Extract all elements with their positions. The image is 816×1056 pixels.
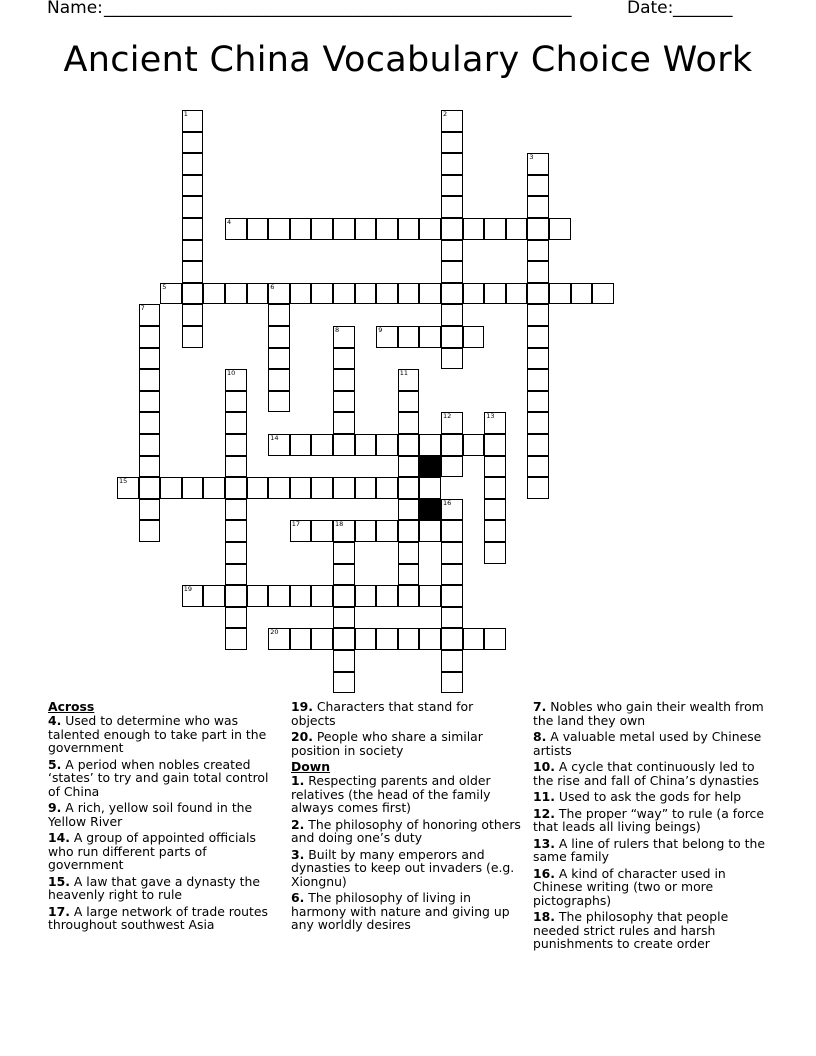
clue-item (48, 801, 280, 828)
clue-text: The philosophy of living in harmony with nature and giving up any worldly desires (291, 890, 510, 932)
name-input-line[interactable]: _______________________________________________________ (104, 0, 572, 18)
crossword-cell[interactable] (225, 283, 247, 305)
clue-item (291, 774, 521, 815)
clue-item (533, 760, 769, 787)
crossword-cell[interactable] (355, 218, 377, 240)
crossword-cell[interactable] (441, 564, 463, 586)
clue-item (48, 758, 280, 799)
cell-number: 4 (227, 218, 232, 226)
crossword-cell[interactable] (268, 628, 290, 650)
crossword-cell[interactable] (527, 261, 549, 283)
crossword-cell[interactable] (247, 477, 269, 499)
crossword-cell[interactable] (268, 369, 290, 391)
crossword-cell[interactable] (441, 348, 463, 370)
clue-item (533, 910, 769, 951)
crossword-cell[interactable] (203, 283, 225, 305)
crossword-cell[interactable] (355, 628, 377, 650)
crossword-cell[interactable] (398, 520, 420, 542)
crossword-cell[interactable] (419, 326, 441, 348)
clue-text: People who share a similar position in society (291, 729, 483, 758)
crossword-cell[interactable] (139, 391, 161, 413)
crossword-cell[interactable] (225, 456, 247, 478)
crossword-cell[interactable] (484, 434, 506, 456)
clue-item (48, 875, 280, 902)
cell-number: 12 (443, 412, 452, 421)
crossword-cell[interactable] (117, 477, 139, 499)
crossword-cell[interactable] (333, 650, 355, 672)
clue-text: Characters that stand for objects (291, 699, 474, 728)
cell-number: 5 (162, 282, 167, 291)
crossword-cell[interactable] (398, 456, 420, 478)
crossword-cell[interactable] (182, 196, 204, 218)
crossword-cell[interactable] (225, 520, 247, 542)
crossword-cell[interactable] (527, 369, 549, 391)
crossword-cell[interactable] (527, 153, 549, 175)
clue-item (533, 867, 769, 908)
cell-number: 17 (291, 520, 301, 529)
crossword-cell[interactable] (182, 175, 204, 197)
across-heading: Across (48, 699, 95, 714)
crossword-cell[interactable] (441, 240, 463, 262)
clue-number: 12. (533, 805, 555, 821)
crossword-cell[interactable] (333, 585, 355, 607)
blocked-cell (419, 456, 441, 478)
cell-number: 20 (270, 628, 279, 637)
crossword-cell[interactable] (290, 628, 312, 650)
crossword-cell[interactable] (268, 304, 290, 326)
clue-text: A cycle that continuously led to the rise and fall of China’s dynasties (533, 759, 759, 788)
crossword-cell[interactable] (441, 434, 463, 456)
crossword-cell[interactable] (182, 304, 204, 326)
name-label: Name: (47, 0, 103, 18)
crossword-cell[interactable] (571, 283, 593, 305)
crossword-cell[interactable] (441, 650, 463, 672)
crossword-cell[interactable] (333, 391, 355, 413)
crossword-cell[interactable] (376, 585, 398, 607)
crossword-cell[interactable] (225, 607, 247, 629)
crossword-cell[interactable] (268, 585, 290, 607)
crossword-cell[interactable] (463, 218, 485, 240)
crossword-cell[interactable] (419, 585, 441, 607)
crossword-cell[interactable] (376, 283, 398, 305)
crossword-cell[interactable] (376, 326, 398, 348)
clue-number: 15. (48, 873, 70, 889)
crossword-cell[interactable] (311, 477, 333, 499)
clues-column-3 (533, 700, 769, 954)
crossword-cell[interactable] (398, 564, 420, 586)
crossword-cell[interactable] (355, 477, 377, 499)
crossword-cell[interactable] (463, 628, 485, 650)
crossword-cell[interactable] (333, 283, 355, 305)
crossword-cell[interactable] (527, 218, 549, 240)
cell-number: 2 (443, 110, 448, 118)
crossword-cell[interactable] (333, 348, 355, 370)
down-heading: Down (291, 759, 331, 774)
crossword-cell[interactable] (484, 499, 506, 521)
crossword-cell[interactable] (398, 628, 420, 650)
crossword-cell[interactable] (333, 628, 355, 650)
clue-number: 10. (533, 759, 555, 774)
crossword-cell[interactable] (311, 434, 333, 456)
crossword-cell[interactable] (333, 218, 355, 240)
clue-item (291, 848, 521, 889)
clue-text: Used to determine who was talented enough to take part in the government (48, 713, 267, 755)
crossword-cell[interactable] (527, 434, 549, 456)
crossword-cell[interactable] (484, 456, 506, 478)
crossword-cell[interactable] (419, 520, 441, 542)
crossword-cell[interactable] (527, 304, 549, 326)
crossword-cell[interactable] (333, 326, 355, 348)
crossword-cell[interactable] (247, 218, 269, 240)
crossword-cell[interactable] (527, 456, 549, 478)
clue-number: 11. (533, 789, 555, 804)
crossword-cell[interactable] (419, 477, 441, 499)
cell-number: 16 (443, 498, 452, 507)
crossword-cell[interactable] (419, 628, 441, 650)
crossword-cell[interactable] (311, 283, 333, 305)
crossword-cell[interactable] (441, 499, 463, 521)
crossword-cell[interactable] (182, 218, 204, 240)
clue-text: A period when nobles created ‘states’ to try and gain total control of China (48, 756, 269, 799)
cell-number: 18 (335, 520, 344, 529)
crossword-cell[interactable] (527, 477, 549, 499)
clue-number: 20. (291, 729, 313, 744)
crossword-cell[interactable] (398, 391, 420, 413)
clue-text: The proper “way” to rule (a force that leads all living beings) (533, 805, 764, 834)
crossword-cell[interactable] (333, 564, 355, 586)
crossword-cell[interactable] (355, 434, 377, 456)
clues-column-1 (48, 700, 280, 935)
crossword-cell[interactable] (311, 520, 333, 542)
clue-text: Respecting parents and older relatives (the head of the family always comes first) (291, 773, 491, 815)
crossword-cell[interactable] (355, 585, 377, 607)
crossword-cell[interactable] (225, 434, 247, 456)
crossword-cell[interactable] (182, 261, 204, 283)
clue-number: 4. (48, 713, 62, 728)
crossword-cell[interactable] (484, 477, 506, 499)
crossword-cell[interactable] (139, 326, 161, 348)
crossword-cell[interactable] (247, 283, 269, 305)
blocked-cell (419, 499, 441, 521)
crossword-cell[interactable] (441, 132, 463, 154)
clue-text: A valuable metal used by Chinese artists (533, 729, 762, 758)
crossword-cell[interactable] (182, 153, 204, 175)
crossword-cell[interactable] (484, 542, 506, 564)
crossword-cell[interactable] (484, 283, 506, 305)
clue-text: A rich, yellow soil found in the Yellow River (48, 800, 253, 829)
crossword-cell[interactable] (225, 218, 247, 240)
crossword-cell[interactable] (506, 283, 528, 305)
crossword-cell[interactable] (549, 218, 571, 240)
crossword-cell[interactable] (139, 477, 161, 499)
crossword-cell[interactable] (139, 456, 161, 478)
crossword-cell[interactable] (290, 585, 312, 607)
crossword-cell[interactable] (441, 456, 463, 478)
crossword-cell[interactable] (160, 283, 182, 305)
crossword-cell[interactable] (527, 175, 549, 197)
crossword-cell[interactable] (225, 628, 247, 650)
crossword-cell[interactable] (182, 283, 204, 305)
clue-number: 14. (48, 830, 70, 845)
crossword-cell[interactable] (139, 520, 161, 542)
crossword-cell[interactable] (376, 434, 398, 456)
crossword-cell[interactable] (203, 477, 225, 499)
cell-number: 11 (399, 369, 409, 378)
clue-item (533, 700, 769, 727)
crossword-cell[interactable] (527, 196, 549, 218)
crossword-cell[interactable] (139, 412, 161, 434)
crossword-cell[interactable] (182, 110, 204, 132)
crossword-cell[interactable] (225, 585, 247, 607)
crossword-cell[interactable] (441, 607, 463, 629)
crossword-cell[interactable] (484, 218, 506, 240)
clue-item (291, 700, 521, 727)
clue-text: A law that gave a dynasty the heavenly right to rule (48, 873, 260, 902)
crossword-cell[interactable] (225, 564, 247, 586)
crossword-cell[interactable] (441, 153, 463, 175)
crossword-cell[interactable] (225, 542, 247, 564)
crossword-cell[interactable] (139, 369, 161, 391)
page-title: Ancient China Vocabulary Choice Work (63, 40, 753, 80)
clue-number: 1. (291, 773, 305, 788)
date-input-line[interactable]: _______ (673, 0, 733, 18)
crossword-cell[interactable] (484, 412, 506, 434)
clue-text: The philosophy of honoring others and doing one’s duty (291, 816, 521, 845)
crossword-cell[interactable] (441, 326, 463, 348)
crossword-cell[interactable] (311, 628, 333, 650)
cell-number: 14 (270, 434, 279, 442)
crossword-cell[interactable] (441, 628, 463, 650)
crossword-cell[interactable] (506, 218, 528, 240)
crossword-cell[interactable] (527, 240, 549, 262)
crossword-cell[interactable] (398, 218, 420, 240)
clue-item (533, 790, 769, 804)
crossword-cell[interactable] (290, 520, 312, 542)
crossword-cell[interactable] (290, 477, 312, 499)
crossword-cell[interactable] (225, 391, 247, 413)
clue-text: A kind of character used in Chinese writing (two or more pictographs) (533, 865, 726, 908)
crossword-cell[interactable] (333, 434, 355, 456)
clue-text: A line of rulers that belong to the same family (533, 835, 765, 864)
crossword-cell[interactable] (527, 412, 549, 434)
clue-item (533, 730, 769, 757)
clues-column-2 (291, 700, 521, 935)
crossword-cell[interactable] (419, 218, 441, 240)
crossword-cell[interactable] (398, 434, 420, 456)
crossword-cell[interactable] (376, 628, 398, 650)
crossword-cell[interactable] (268, 477, 290, 499)
crossword-cell[interactable] (139, 499, 161, 521)
crossword-cell[interactable] (441, 520, 463, 542)
crossword-cell[interactable] (398, 283, 420, 305)
crossword-cell[interactable] (333, 672, 355, 694)
cell-number: 13 (486, 412, 495, 421)
crossword-cell[interactable] (139, 348, 161, 370)
crossword-cell[interactable] (225, 369, 247, 391)
crossword-cell[interactable] (311, 585, 333, 607)
clue-item (48, 831, 280, 872)
crossword-cell[interactable] (268, 326, 290, 348)
crossword-cell[interactable] (527, 348, 549, 370)
date-label: Date: (627, 0, 674, 18)
crossword-cell[interactable] (463, 434, 485, 456)
crossword-cell[interactable] (139, 304, 161, 326)
crossword-cell[interactable] (441, 585, 463, 607)
clue-number: 3. (291, 846, 305, 862)
clue-number: 8. (533, 729, 547, 744)
cell-number: 1 (183, 110, 188, 118)
cell-number: 3 (529, 153, 534, 162)
crossword-cell[interactable] (225, 412, 247, 434)
crossword-cell[interactable] (441, 196, 463, 218)
crossword-cell[interactable] (333, 520, 355, 542)
crossword-cell[interactable] (441, 304, 463, 326)
crossword-cell[interactable] (355, 520, 377, 542)
crossword-cell[interactable] (160, 477, 182, 499)
crossword-cell[interactable] (268, 391, 290, 413)
crossword-cell[interactable] (441, 412, 463, 434)
cell-number: 7 (140, 304, 145, 313)
crossword-cell[interactable] (182, 132, 204, 154)
cell-number: 10 (227, 369, 236, 378)
crossword-cell[interactable] (527, 326, 549, 348)
clue-item (291, 818, 521, 845)
crossword-cell[interactable] (333, 477, 355, 499)
crossword-cell[interactable] (333, 369, 355, 391)
crossword-cell[interactable] (441, 672, 463, 694)
crossword-cell[interactable] (268, 218, 290, 240)
crossword-cell[interactable] (398, 369, 420, 391)
crossword-cell[interactable] (398, 585, 420, 607)
crossword-cell[interactable] (333, 412, 355, 434)
clue-item (48, 714, 280, 755)
crossword-cell[interactable] (333, 607, 355, 629)
crossword-cell[interactable] (376, 218, 398, 240)
crossword-cell[interactable] (441, 261, 463, 283)
cell-number: 6 (270, 282, 275, 291)
crossword-cell[interactable] (311, 218, 333, 240)
crossword-cell[interactable] (463, 283, 485, 305)
crossword-cell[interactable] (441, 175, 463, 197)
crossword-cell[interactable] (398, 542, 420, 564)
crossword-cell[interactable] (441, 218, 463, 240)
crossword-cell[interactable] (441, 542, 463, 564)
clue-number: 2. (291, 816, 305, 832)
clue-text: Built by many emperors and dynasties to keep out invaders (e.g. Xiongnu) (291, 846, 515, 889)
cell-number: 19 (183, 585, 193, 594)
crossword-cell[interactable] (419, 283, 441, 305)
crossword-cell[interactable] (527, 391, 549, 413)
clue-number: 13. (533, 835, 555, 851)
crossword-cell[interactable] (182, 240, 204, 262)
clue-number: 19. (291, 699, 313, 714)
crossword-cell[interactable] (247, 585, 269, 607)
crossword-cell[interactable] (463, 326, 485, 348)
crossword-cell[interactable] (398, 477, 420, 499)
clue-text: A group of appointed officials who run different parts of government (48, 830, 256, 872)
clue-text: Nobles who gain their wealth from the land they own (533, 699, 764, 728)
crossword-cell[interactable] (182, 477, 204, 499)
clue-text: The philosophy that people needed strict rules and harsh punishments to create order (533, 909, 729, 951)
crossword-cell[interactable] (268, 434, 290, 456)
clue-number: 18. (533, 909, 555, 924)
crossword-cell[interactable] (290, 218, 312, 240)
crossword-cell[interactable] (182, 585, 204, 607)
crossword-cell[interactable] (225, 499, 247, 521)
crossword-cell[interactable] (484, 520, 506, 542)
clue-number: 5. (48, 756, 62, 772)
clue-item (533, 837, 769, 864)
clue-number: 6. (291, 890, 305, 905)
crossword-cell[interactable] (376, 477, 398, 499)
crossword-cell[interactable] (398, 326, 420, 348)
crossword-cell[interactable] (268, 348, 290, 370)
crossword-cell[interactable] (290, 283, 312, 305)
crossword-cell[interactable] (441, 110, 463, 132)
crossword-cell[interactable] (355, 283, 377, 305)
crossword-cell[interactable] (527, 283, 549, 305)
clue-item (533, 807, 769, 834)
crossword-cell[interactable] (290, 434, 312, 456)
crossword-cell[interactable] (484, 628, 506, 650)
crossword-cell[interactable] (203, 585, 225, 607)
crossword-cell[interactable] (398, 412, 420, 434)
crossword-cell[interactable] (333, 542, 355, 564)
crossword-cell[interactable] (225, 477, 247, 499)
cell-number: 8 (335, 326, 340, 334)
clue-item (291, 891, 521, 932)
crossword-cell[interactable] (419, 434, 441, 456)
crossword-cell[interactable] (268, 283, 290, 305)
clue-item (291, 730, 521, 757)
clue-text: Used to ask the gods for help (554, 789, 742, 804)
crossword-cell[interactable] (182, 326, 204, 348)
crossword-cell[interactable] (441, 283, 463, 305)
crossword-cell[interactable] (549, 283, 571, 305)
cell-number: 15 (119, 477, 128, 486)
clue-text: A large network of trade routes throughout southwest Asia (48, 903, 268, 932)
clue-item (48, 905, 280, 932)
crossword-cell[interactable] (376, 520, 398, 542)
crossword-cell[interactable] (592, 283, 614, 305)
crossword-cell[interactable] (398, 499, 420, 521)
clue-number: 17. (48, 903, 70, 919)
crossword-cell[interactable] (139, 434, 161, 456)
clue-number: 16. (533, 865, 555, 881)
cell-number: 9 (378, 326, 383, 334)
clue-number: 9. (48, 800, 62, 815)
clue-number: 7. (533, 699, 547, 714)
